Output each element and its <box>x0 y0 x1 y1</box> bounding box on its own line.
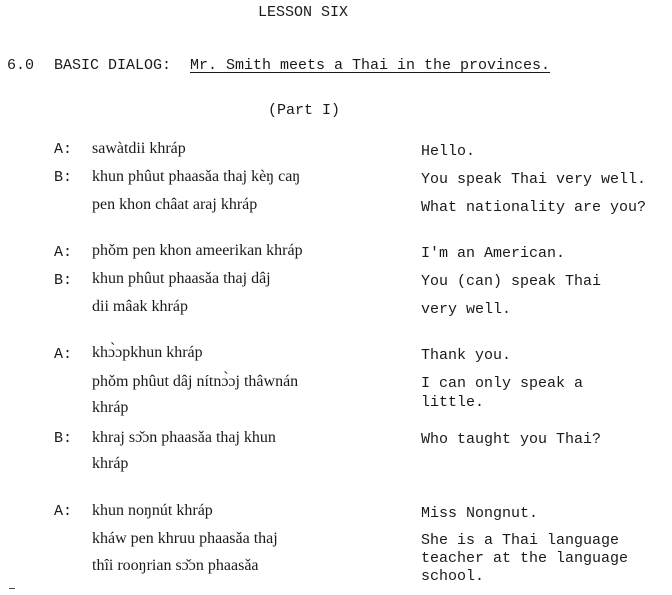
english-line: Thank you. <box>421 347 512 364</box>
english-line: Hello. <box>421 143 476 160</box>
speaker-label: A: <box>54 503 73 520</box>
thai-line: thîi rooŋrian sɔ̌ɔn phaasǎa <box>92 557 259 574</box>
english-line: What nationality are you? <box>421 199 647 216</box>
speaker-label: A: <box>54 141 73 158</box>
lesson-title: LESSON SIX <box>258 4 349 21</box>
thai-line: phǒm pen khon ameerikan khráp <box>92 242 303 259</box>
thai-line: kháw pen khruu phaasǎa thaj <box>92 530 278 547</box>
english-line: I can only speak a <box>421 375 584 392</box>
english-line: Miss Nongnut. <box>421 505 539 522</box>
english-line: teacher at the language <box>421 550 629 567</box>
english-line: You (can) speak Thai <box>421 273 602 290</box>
thai-line: khun phûut phaasǎa thaj kèŋ caŋ <box>92 168 301 185</box>
thai-line: khɔ̀ɔpkhun khráp <box>92 344 203 361</box>
speaker-label: B: <box>54 169 73 186</box>
english-line: I'm an American. <box>421 245 566 262</box>
margin-mark <box>9 588 15 589</box>
english-line: little. <box>421 394 485 411</box>
section-title: Mr. Smith meets a Thai in the provinces. <box>190 57 551 74</box>
speaker-label: A: <box>54 244 73 261</box>
english-line: She is a Thai language <box>421 532 620 549</box>
english-line: You speak Thai very well. <box>421 171 647 188</box>
thai-line: khráp <box>92 455 129 472</box>
speaker-label: B: <box>54 430 73 447</box>
speaker-label: A: <box>54 346 73 363</box>
thai-line: phǒm phûut dâj nítnɔ̀ɔj thâwnán <box>92 373 299 390</box>
speaker-label: B: <box>54 272 73 289</box>
thai-line: khraj sɔ̌ɔn phaasǎa thaj khun <box>92 429 276 446</box>
english-line: very well. <box>421 301 512 318</box>
thai-line: dii mâak khráp <box>92 298 188 315</box>
section-number: 6.0 <box>7 57 35 74</box>
thai-line: pen khon châat araj khráp <box>92 196 258 213</box>
english-line: school. <box>421 568 485 585</box>
thai-line: khráp <box>92 399 129 416</box>
thai-line: khun phûut phaasǎa thaj dâj <box>92 270 271 287</box>
section-label: BASIC DIALOG: <box>54 57 172 74</box>
english-line: Who taught you Thai? <box>421 431 602 448</box>
thai-line: sawàtdii khráp <box>92 140 186 157</box>
part-label: (Part I) <box>268 102 341 119</box>
thai-line: khun noŋnút khráp <box>92 502 213 519</box>
